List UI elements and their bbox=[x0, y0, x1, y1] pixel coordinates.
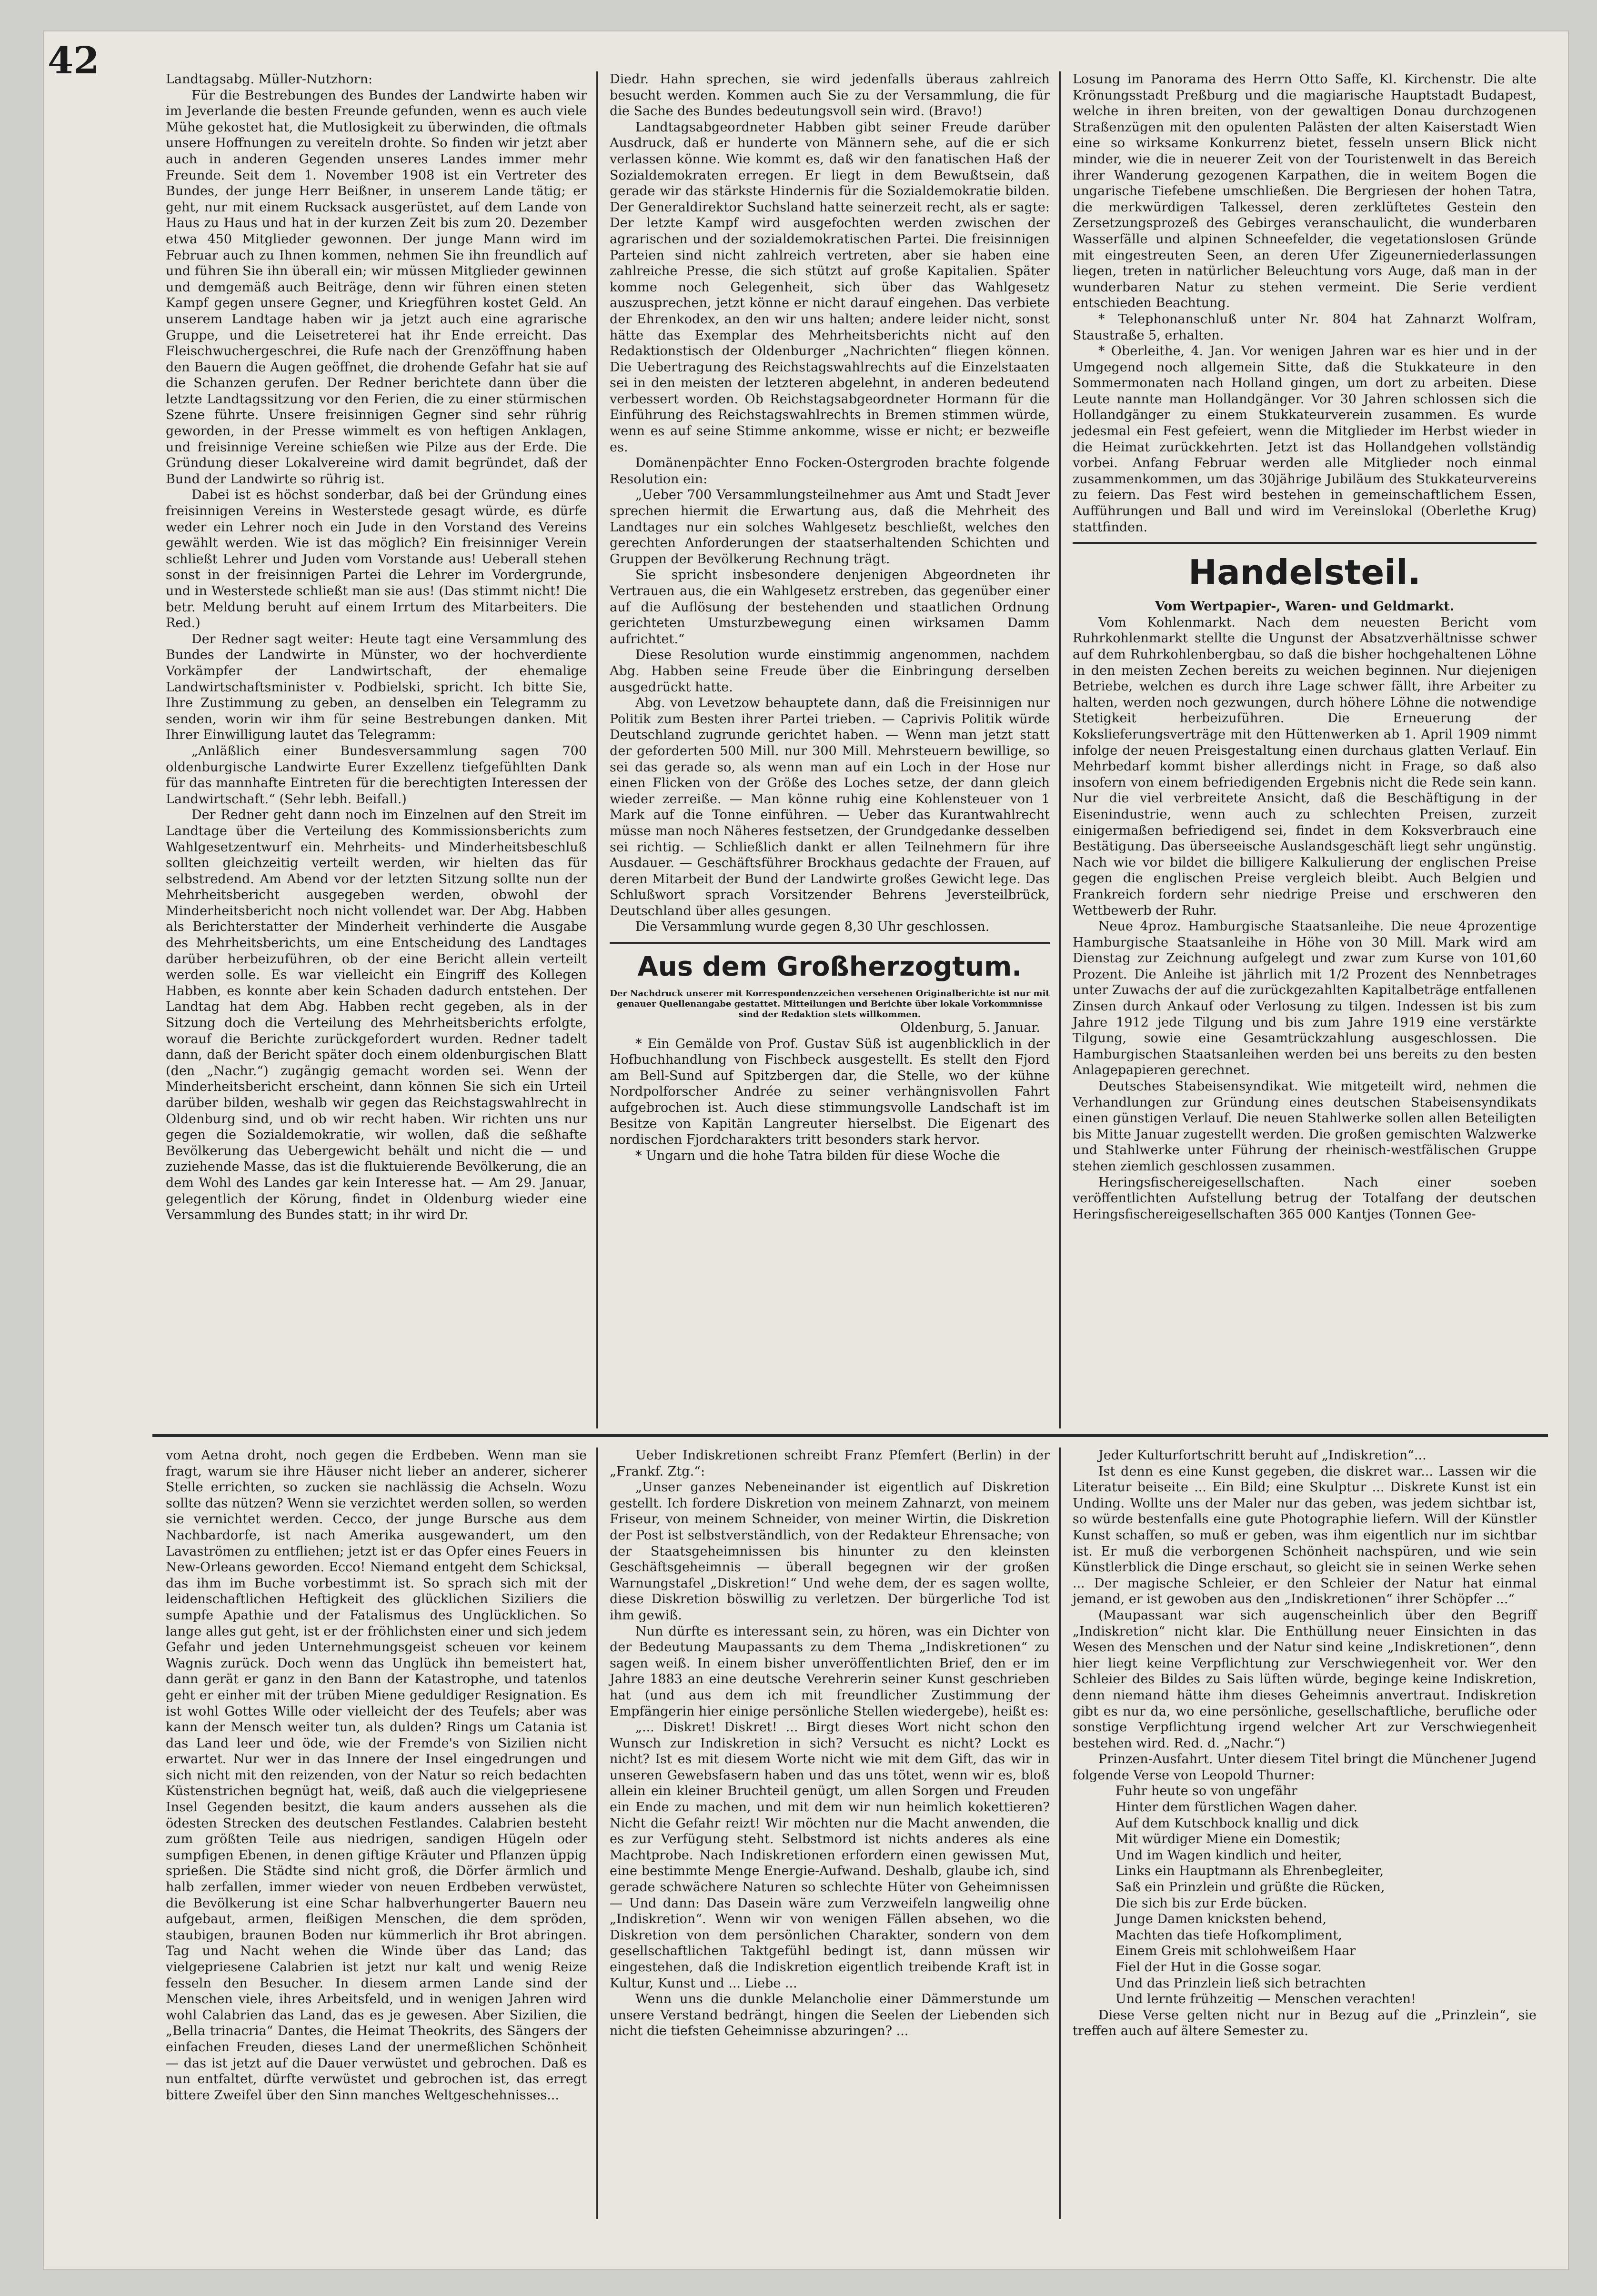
feuilleton-column-2 bbox=[601, 1447, 1058, 2219]
col2-paragraph: Diese Resolution wurde einstimmig angenommen, nachdem Abg. Habben seine Freude über die Einbringung derselben ausgedrückt hatte. bbox=[610, 648, 1050, 695]
col1-paragraph: Der Redner sagt weiter: Heute tagt eine Versammlung des Bundes der Landwirte in Münster, wo der hochverdiente Vorkämpfer der Landwirtschaft, der ehemalige Landwirtschaftsminister v. Podbielski, spricht. Ich bitte Sie, Ihre Zustimmung zu geben, an denselben ein Telegramm zu senden, worin wir ihm für seine Bestrebungen danken. Mit Ihrer Einwilligung lautet das Telegramm: bbox=[166, 631, 587, 743]
section-title-handelsteil: Handelsteil. bbox=[1188, 552, 1421, 593]
poem-line: Links ein Hauptmann als Ehrenbegleiter, bbox=[1115, 1864, 1384, 1879]
feuilleton-text: Nun dürfte es interessant sein, zu hören, was ein Dichter von der Bedeutung Maupassants zu dem Thema „Indiskretionen“ zu sagen weiß. In einem bisher unveröffentlichten Brief, den er im Jahre 1883 an eine deutsche Verehrerin seiner Kunst geschrieben hat (und aus dem ich mit freundlicher Zustimmung der Empfängerin hier einige persönliche Stellen wiedergebe), heißt es: bbox=[610, 1624, 1050, 1719]
feuilleton-divider bbox=[152, 1434, 1548, 1437]
market-report: Vom Kohlenmarkt. Nach dem neuesten Bericht vom Ruhrkohlenmarkt stellte die Ungunst der Absatzverhältnisse schwer auf dem Ruhrkohlenbergbau, so daß die bisher hochgehaltenen Löhne in den meisten Zechen bereits zu weichen beginnen. Nur diejenigen Betriebe, welchen es durch ihre Lage schwer fällt, ihre Arbeiter zu halten, werden noch gezwungen, durch höhere Löhne die notwendige Stetigkeit herbeizuführen. Die Erneuerung der Kokslieferungsverträge mit den Hüttenwerken ab 1. April 1909 nimmt infolge der neuen Preisgestaltung einen durchaus glatten Verlauf. Ein Mehrbedarf kommt bisher allerdings nicht in Frage, so daß also insofern von einem befriedigenden Ergebnis nicht die Rede sein kann. Nur die viel verbreitete Ansicht, daß die Beschäftigung in der Eisenindustrie, wenn auch zu schlechten Preisen, zurzeit einigermaßen befriedigend sei, findet in dem Koksverbrauch eine Bestätigung. Das überseeische Auslandsgeschäft liegt sehr ungünstig. Nach wie vor bildet die billigere Kalkulierung der englischen Preise gegen die englischen Preise vergleich bleibt. Auch Belgien und Frankreich fordern sehr niedrige Preise und erschweren den Wettbewerb der Ruhr. bbox=[1073, 615, 1537, 918]
poem-line: Einem Greis mit schlohweißem Haar bbox=[1115, 1944, 1356, 1959]
resolution-text: „Ueber 700 Versammlungsteilnehmer aus Amt und Stadt Jever sprechen hiermit die Erwartung aus, daß die Mehrheit des Landtages nur ein solches Wahlgesetz beschließt, welches den gerechten Anforderungen der staatserhaltenden Schichten und Gruppen der Bevölkerung Rechnung trägt. bbox=[610, 488, 1050, 567]
resolution-text: Sie spricht insbesondere denjenigen Abgeordneten ihr Vertrauen aus, die ein Wahlgesetz erstreben, das gegenüber einer auf die Auflösung der bestehenden und staatlichen Ordnung gerichteten Umsturzbewegung einen wirksamen Damm aufrichtet.“ bbox=[610, 568, 1050, 647]
col2-paragraph: Domänenpächter Enno Focken-Ostergroden brachte folgende Resolution ein: bbox=[610, 456, 1050, 487]
col3-paragraph: Losung im Panorama des Herrn Otto Saffe, Kl. Kirchenstr. Die alte Krönungsstadt Preßburg und die magiarische Hauptstadt Budapest, welche in ihren breiten, von der gewaltigen Donau durchzogenen Straßenzügen mit den opulenten Palästen der alten Kaiserstadt Wien eine so wirksame Konkurrenz bietet, fesseln unsern Blick nicht minder, wie die in neuerer Zeit von der Touristenwelt in das Bereich ihrer Wanderung gezogenen Karpathen, die in weitem Bogen die ungarische Tiefebene umschließen. Die Bergriesen der hohen Tatra, die merkwürdigen Talkessel, deren zerklüftetes Gestein den Zersetzungsprozeß des Gebirges veranschaulicht, die wunderbaren Wasserfälle und alpinen Schneefelder, die vegetationslosen Gründe mit eingestreuten Seen, an deren Ufer Zigeunerniederlassungen liegen, treten in natürlicher Beleuchtung vors Auge, daß man in der wunderbaren Natur zu stehen vermeint. Die Serie verdient entschieden Beachtung. bbox=[1073, 72, 1537, 311]
col1-heading: Landtagsabg. Müller-Nutzhorn: bbox=[166, 72, 373, 87]
poem-line: Mit würdiger Miene ein Domestik; bbox=[1115, 1832, 1341, 1847]
local-news-item: * Ungarn und die hohe Tatra bilden für diese Woche die bbox=[635, 1148, 1000, 1163]
col2-paragraph: Abg. von Levetzow behauptete dann, daß die Freisinnigen nur Politik zum Besten ihrer Partei trieben. — Caprivis Politik würde Deutschland zugrunde gerichtet haben. — Wenn man jetzt statt der geforderten 500 Mill. nur 300 Mill. Mehrsteuern bewillige, so sei das gerade so, als wenn man auf ein Loch in der Hose nur einen Flicken von der Größe des Loches setze, der dann gleich wieder zerreiße. — Man könne ruhig eine Kohlensteuer von 1 Mark auf die Tonne einführen. — Ueber das Kurantwahlrecht müsse man noch Näheres festsetzen, der Grundgedanke desselben sei richtig. — Schließlich dankt er allen Teilnehmern für ihre Ausdauer. — Geschäftsführer Brockhaus gedachte der Frauen, auf deren Mitarbeit der Bund der Landwirte großes Gewicht lege. Das Schlußwort sprach Vorsitzender Behrens Jeversteilbrück, Deutschland über alles gesungen. bbox=[610, 696, 1050, 918]
market-report: Deutsches Stabeisensyndikat. Wie mitgeteilt wird, nehmen die Verhandlungen zur Gründung eines deutschen Stabeisensyndikats einen günstigen Verlauf. Die neuen Stahlwerke sollen allen Beteiligten bis Mitte Januar zugestellt werden. Die großen gemischten Walzwerke und Stahlwerke unter Führung der rheinisch-westfälischen Gruppe stehen ziemlich geschlossen zusammen. bbox=[1073, 1079, 1537, 1174]
feuilleton-text: Prinzen-Ausfahrt. Unter diesem Titel bringt die Münchener Jugend folgende Verse von Leopold Thurner: bbox=[1073, 1752, 1537, 1783]
feuilleton-column-1 bbox=[157, 1447, 595, 2219]
column-divider bbox=[1059, 71, 1061, 1428]
poem-line: Die sich bis zur Erde bücken. bbox=[1115, 1896, 1307, 1911]
column-3 bbox=[1064, 71, 1545, 1424]
feuilleton-text: „... Diskret! Diskret! ... Birgt dieses Wort nicht schon den Wunsch zur Indiskretion in sich? Versucht es nicht? Lockt es nicht? Ist es mit diesem Worte nicht wie mit dem Gift, das wir in unseren Gewebsfasern haben und das uns tötet, wenn wir es, bloß allein ein kleiner Bruchteil genügt, um allen Sorgen und Freuden ein Ende zu machen, und mit dem wir nun heimlich kokettieren? Nicht die Gefahr reizt! Wir möchten nur die Macht anwenden, die es zur Verfügung steht. Selbstmord ist nichts anderes als eine Machtprobe. Nach Indiskretionen erfordern einen gewissen Mut, eine bestimmte Menge Energie-Aufwand. Deshalb, glaube ich, sind gerade schwächere Naturen so schlechte Hüter von Geheimnissen — Und dann: Das Dasein wäre zum Verzweifeln langweilig ohne „Indiskretion“. Wenn wir von wenigen Fällen absehen, wo die Diskretion von dem persönlichen Charakter, sondern von dem gesellschaftlichen Taktgefühl bedingt ist, dann müssen wir eingestehen, daß die Indiskretion eigentlich treibende Kraft ist in Kultur, Kunst und ... Liebe ... bbox=[610, 1720, 1050, 1991]
feuilleton-text: Ueber Indiskretionen schreibt Franz Pfemfert (Berlin) in der „Frankf. Ztg.“: bbox=[610, 1448, 1050, 1479]
dateline: Oldenburg, 5. Januar. bbox=[900, 1020, 1040, 1036]
feuilleton-text: (Maupassant war sich augenscheinlich über den Begriff „Indiskretion“ nicht klar. Die Enthüllung neuer Einsichten in das Wesen des Menschen und der Natur sind keine „Indiskretionen“, denn hier liegt keine Verpflichtung zur Verschwiegenheit vor. Wer den Schleier des Bildes zu Sais lüften würde, beginge keine Indiskretion, denn niemand hätte ihm dieses Geheimnis anvertraut. Indiskretion gibt es nur da, wo eine persönliche, gesellschaftliche, berufliche oder sonstige Verpflichtung irgend welcher Art zur Verschwiegenheit bestehen wird. Red. d. „Nachr.“) bbox=[1073, 1607, 1537, 1751]
feuilleton-text: Ist denn es eine Kunst gegeben, die diskret war... Lassen wir die Literatur beiseite ... Ein Bild; eine Skulptur ... Diskrete Kunst ist ein Unding. Wollte uns der Maler nur das geben, was jedem sichtbar ist, so würde bestenfalls eine gute Photographie liefern. Will der Künstler Kunst schaffen, so muß er geben, was ihm eigentlich nur im sichtbar ist. Er muß die verborgenen Schönheit nachspüren, und wie sein Künstlerblick die Dinge erschaut, so gleicht sie in seinen Werke sehen ... Der magische Schleier, er den Schleier der Natur hat einmal jemand, er ist gewoben aus den „Indiskretionen“ ihrer Schöpfer ...“ bbox=[1073, 1464, 1537, 1607]
market-report: Neue 4proz. Hamburgische Staatsanleihe. Die neue 4prozentige Hamburgische Staatsanleihe in Höhe von 30 Mill. Mark wird am Dienstag zur Zeichnung aufgelegt und zwar zum Kurse von 101,60 Prozent. Die Anleihe ist jährlich mit 1/2 Prozent des Nennbetrages unter Zuwachs der auf die zurückgezahlten Kapitalbeträge entfallenen Zinsen durch Ankauf oder Verlosung zu tilgen. Indessen ist bis zum Jahre 1912 jede Tilgung und bis zum Jahre 1919 eine verstärkte Tilgung, sowie eine Gesamtrückzahlung ausgeschlossen. Die Hamburgischen Staatsanleihen werden bei uns bereits zu den besten Anlagepapieren gerechnet. bbox=[1073, 919, 1537, 1078]
poem-line: Fuhr heute so von ungefähr bbox=[1115, 1784, 1297, 1799]
col2-paragraph: Landtagsabgeordneter Habben gibt seiner Freude darüber Ausdruck, daß er hunderte von Männern sehe, auf die er sich verlassen könne. Wie kommt es, daß wir den fanatischen Haß der Sozialdemokraten erregen. Er liegt in dem Bewußtsein, daß gerade wir das stärkste Hindernis für die Sozialdemokratie bilden. Der Generaldirektor Suchsland hatte seinerzeit recht, als er sagte: Der letzte Kampf wird ausgefochten werden zwischen der agrarischen und der sozialdemokratischen Partei. Die freisinnigen Parteien sind nicht zahlreich vertreten, aber sie haben eine zahlreiche Presse, die sich stützt auf große Kapitalien. Später komme noch Gelegenheit, sich über das Wahlgesetz auszusprechen, jetzt könne er nicht darauf eingehen. Das verbiete der Ehrenkodex, an den wir uns halten; andere leider nicht, sonst hätte das Exemplar des Mehrheitsberichts nicht auf den Redaktionstisch der Oldenburger „Nachrichten“ fliegen können. Die Uebertragung des Reichstagswahlrechts auf die Einzelstaaten sei in den meisten der letzteren abgelehnt, in anderen bedeutend verbessert worden. Ob Reichstagsabgeordneter Hormann für die Einführung des Reichstagswahlrechts in Bremen stimmen würde, wenn es auf seine Stimme ankomme, wisse er nicht; er bezweifle es. bbox=[610, 120, 1050, 455]
feuilleton-text: „Unser ganzes Nebeneinander ist eigentlich auf Diskretion gestellt. Ich fordere Diskretion von meinem Zahnarzt, von meinem Friseur, von meinem Schneider, von meiner Wirtin, die Diskretion der Post ist selbstverständlich, von der Redakteur Ehrensache; von der Staatsgeheimnissen bis hinunter zu den kleinsten Geschäftsgeheimnis — überall begegnen wir der großen Warnungstafel „Diskretion!“ Und wehe dem, der es sagen wollte, diese Diskretion böswillig zu verletzen. Der bürgerliche Tod ist ihm gewiß. bbox=[610, 1480, 1050, 1623]
poem-line: Machten das tiefe Hofkompliment, bbox=[1115, 1927, 1342, 1943]
poem-line: Und im Wagen kindlich und heiter, bbox=[1115, 1847, 1342, 1863]
feuilleton-column-3 bbox=[1064, 1447, 1545, 2219]
handelsteil-subtitle: Vom Wertpapier-, Waren- und Geldmarkt. bbox=[1155, 599, 1455, 614]
poem-line: Und lernte frühzeitig — Menschen verachten! bbox=[1115, 1992, 1416, 2007]
column-1 bbox=[157, 71, 595, 1424]
poem-note: Diese Verse gelten nicht nur in Bezug auf die „Prinzlein“, sie treffen auch auf ältere Semester zu. bbox=[1073, 2007, 1537, 2039]
section-rule bbox=[610, 942, 1050, 944]
column-divider bbox=[1059, 1447, 1061, 2219]
poem-line: Junge Damen knicksten behend, bbox=[1115, 1912, 1327, 1927]
local-news-item: * Ein Gemälde von Prof. Gustav Süß ist augenblicklich in der Hofbuchhandlung von Fischbeck ausgestellt. Es stellt den Fjord am Bell-Sund auf Spitzbergen dar, die Stelle, wo der kühne Nordpolforscher Andrée zu seiner verhängnisvollen Fahrt aufgebrochen ist. Auch diese stimmungsvolle Landschaft ist im Besitze von Kapitän Langreuter hierselbst. Die Eigenart des nordischen Fjordcharakters tritt besonders stark hervor. bbox=[610, 1036, 1050, 1148]
section-title-grossherzogtum: Aus dem Großherzogtum. bbox=[637, 951, 1022, 983]
col3-paragraph: * Telephonanschluß unter Nr. 804 hat Zahnarzt Wolfram, Staustraße 5, erhalten. bbox=[1073, 311, 1537, 343]
col1-paragraph: Dabei ist es höchst sonderbar, daß bei der Gründung eines freisinnigen Vereins in Westerstede gesagt würde, es dürfe weder ein Lehrer noch ein Jude in den Vorstand des Vereins gewählt werden. Wie ist das möglich? Ein freisinniger Verein schließt Lehrer und Juden vom Vorstande aus! Ueberall stehen sonst in der freisinnigen Partei die Lehrer im Vordergrunde, und in Westerstede schließt man sie aus! (Das stimmt nicht! Die betr. Meldung beruht auf einem Irrtum des Mitarbeiters. Die Red.) bbox=[166, 488, 587, 631]
col1-paragraph: Für die Bestrebungen des Bundes der Landwirte haben wir im Jeverlande die besten Freunde gefunden, wenn es auch viele Mühe gekostet hat, die Mutlosigkeit zu überwinden, die oftmals unsere Hoffnungen zu vereiteln drohte. So finden wir jetzt aber auch in anderen Gegenden unseres Landes immer mehr Freunde. Seit dem 1. November 1908 ist ein Vertreter des Bundes, der junge Herr Beißner, in unserem Lande tätig; er geht, nur mit einem Rucksack ausgerüstet, auf dem Lande von Haus zu Haus und hat in der kurzen Zeit bis zum 20. Dezember etwa 450 Mitglieder gewonnen. Der junge Mann wird im Februar auch zu Ihnen kommen, nehmen Sie ihn freundlich auf und führen Sie ihn überall ein; wir müssen Mitglieder gewinnen und demgemäß auch Beiträge, denn wir führen einen steten Kampf gegen unsere Gegner, und Kriegführen kostet Geld. An unserem Landtage haben wir ja jetzt auch eine agrarische Gruppe, und die Leisetreterei hat ihr Ende erreicht. Das Fleischwuchergeschrei, die Rufe nach der Grenzöffnung haben den Bauern die Augen geöffnet, die drohende Gefahr hat sie auf die Schanzen gerufen. Der Redner berichtete dann über die letzte Landtagssitzung vor den Ferien, die zu einer stürmischen Szene führte. Unsere freisinnigen Gegner sind sehr rührig geworden, in der Presse wimmelt es von heftigen Anklagen, und freisinnige Vereine schießen wie Pilze aus der Erde. Die Gründung dieser Lokalvereine wird damit begründet, daß der Bund der Landwirte so rührig ist. bbox=[166, 88, 587, 487]
col2-paragraph: Die Versammlung wurde gegen 8,30 Uhr geschlossen. bbox=[635, 919, 990, 935]
poem-line: Hinter dem fürstlichen Wagen daher. bbox=[1115, 1800, 1358, 1815]
market-report: Heringsfischereigesellschaften. Nach einer soeben veröffentlichten Aufstellung betrug der Totalfang der deutschen Heringsfischereigesellschaften 365 000 Kantjes (Tonnen Gee- bbox=[1073, 1175, 1537, 1222]
feuilleton-text: Wenn uns die dunkle Melancholie einer Dämmerstunde um unsere Verstand bedrängt, hingen die Seelen der Liebenden sich nicht die tiefsten Geheimnisse abzuringen? ... bbox=[610, 1992, 1050, 2039]
feuilleton-text: vom Aetna droht, noch gegen die Erdbeben. Wenn man sie fragt, warum sie ihre Häuser nicht lieber an anderer, sicherer Stelle errichten, so zucken sie nachlässig die Achseln. Wozu sollte das nützen? Wenn sie verzichtet werden sollen, so werden sie vernichtet werden. Cecco, der junge Bursche aus dem Nachbardorfe, ist nach Amerika ausgewandert, um den Lavaströmen zu entfliehen; jetzt ist er das Opfer eines Feuers in New-Orleans geworden. Ecco! Niemand entgeht dem Schicksal, das ihm im Buche vorbestimmt ist. So sprach sich mit der leidenschaftlichen Heftigkeit des glücklichen Siziliers die sumpfe Apathie und der Fatalismus des Unglücklichen. So lange alles gut geht, ist er der fröhlichsten einer und sich jedem Gefahr und jeden Unternehmungsgeist scheuen vor keinem Wagnis zurück. Doch wenn das Unglück ihn bemeistert hat, dann gerät er ganz in den Bann der Katastrophe, und tatenlos geht er einher mit der trüben Miene geduldiger Resignation. Es ist wohl Gottes Wille oder vielleicht der des Teufels; aber was kann der Mensch weiter tun, als dulden? Rings um Catania ist das Land leer und öde, wie der Fremde's von Sizilien nicht erwartet. Nur wer in das Innere der Insel eingedrungen und sich nicht mit den reizenden, von der Natur so reich bedachten Küstenstrichen begnügt hat, weiß, daß auch die vielgepriesene Insel Gegenden besitzt, die kaum anders aussehen als die ödesten Strecken des deutschen Festlandes. Calabrien besteht zum größten Teile aus niedrigen, sandigen Hügeln oder sumpfigen Ebenen, in denen giftige Kräuter und Pflanzen üppig sprießen. Die Städte sind nicht groß, die Dörfer ärmlich und halb zerfallen, immer wieder von neuen Erdbeben verwüstet, die Bevölkerung ist eine Schar halbverhungerter Bauern neu aufgebaut, armen, fleißigen Menschen, die dem spröden, staubigen, braunen Boden nur kümmerlich ihr Brot abringen. Tag und Nacht wehen die Winde über das Land; das vielgepriesene Calabrien ist jetzt nur kalt und wenig Reize fesseln den Besucher. In diesem armen Lande sind der Menschen viele, ihres Arbeitsfeld, und in wenigen Jahren wird wohl Calabrien das Land, das es je gewesen. Aber Sizilien, die „Bella trinacria“ Dantes, die Heimat Theokrits, des Sängers der einfachen Freuden, dieses Land der unermeßlichen Schönheit — das ist jetzt auf die Dauer verwüstet und gebrochen. Daß es nun entfaltet, dürfte verwüstet und gebrochen ist, das erregt bittere Zweifel über den Sinn manches Weltgeschehnisses... bbox=[166, 1448, 587, 2103]
feuilleton-text: Jeder Kulturfortschritt beruht auf „Indiskretion“... bbox=[1098, 1448, 1426, 1463]
col3-paragraph: * Oberleithe, 4. Jan. Vor wenigen Jahren war es hier und in der Umgegend noch allgemein Sitte, daß die Stukkateure in den Sommermonaten nach Holland gingen, um dort zu arbeiten. Diese Leute nannte man Hollandgänger. Vor 30 Jahren schlossen sich die Hollandgänger zu einem Stukkateurverein zusammen. Es wurde jedesmal ein Fest gefeiert, wenn die Mitglieder im Herbst wieder in die Heimat zurückkehrten. Jetzt ist das Hollandgehen vollständig vorbei. Anfang Februar werden alle Mitglieder noch einmal zusammenkommen, um das 30jährige Jubiläum des Stukkateurvereins zu feiern. Das Fest wird bestehen in gemeinschaftlichem Essen, Aufführungen und Ball und wird im Vereinslokal (Oberlethe Krug) stattfinden. bbox=[1073, 344, 1537, 535]
poem-line: Und das Prinzlein ließ sich betrachten bbox=[1115, 1976, 1366, 1991]
col2-paragraph: Diedr. Hahn sprechen, sie wird jedenfalls überaus zahlreich besucht werden. Kommen auch Sie zu der Versammlung, die für die Sache des Bundes bedeutungsvoll sein wird. (Bravo!) bbox=[610, 72, 1050, 119]
reprint-note: Der Nachdruck unserer mit Korrespondenzzeichen versehenen Originalberichte ist nur mit genauer Quellenangabe gestattet. Mitteilungen und Berichte über lokale Vorkommnisse sind der Redaktion stets willkommen. bbox=[610, 988, 1050, 1020]
page-number: 42 bbox=[48, 39, 100, 82]
column-divider bbox=[596, 1447, 598, 2219]
poem-line: Saß ein Prinzlein und grüßte die Rücken, bbox=[1115, 1880, 1385, 1895]
col1-paragraph: „Anläßlich einer Bundesversammlung sagen 700 oldenburgische Landwirte Eurer Exzellenz tiefgefühlten Dank für das mannhafte Eintreten für die berechtigten Interessen der Landwirtschaft.“ (Sehr lebh. Beifall.) bbox=[166, 743, 587, 807]
column-divider bbox=[596, 71, 598, 1428]
section-rule bbox=[1073, 542, 1537, 544]
col1-paragraph: Der Redner geht dann noch im Einzelnen auf den Streit im Landtage über die Verteilung des Kommissionsberichts zum Wahlgesetzentwurf ein. Mehrheits- und Minderheitsbeschluß sollten gleichzeitig verteilt werden, wir hielten das für selbstredend. Am Abend vor der letzten Sitzung sollte nun der Mehrheitsbericht ausgegeben werden, obwohl der Minderheitsbericht noch nicht vollendet war. Der Abg. Habben als Berichterstatter der Minderheit verhinderte die Ausgabe des Mehrheitsberichts, um eine Entscheidung des Landtages darüber herbeizuführen, ob der eine Bericht allein verteilt werden solle. Es war vielleicht ein Eingriff des Kollegen Habben, es konnte aber kein Schaden dadurch entstehen. Der Landtag hat dem Abg. Habben recht gegeben, als in der Sitzung doch die Verteilung des Mehrheitsberichts erfolgte, worauf die Berichte zurückgefordert wurden. Redner tadelt dann, daß der Bericht später doch einem oldenburgischen Blatt (den „Nachr.“) zugängig gemacht worden sei. Wenn der Minderheitsbericht erscheint, dann können Sie sich ein Urteil darüber bilden, weshalb wir gegen das Reichstagswahlrecht in Oldenburg sind, und ob wir recht haben. Wir richten uns nur gegen die Sozialdemokratie, wir wollen, daß die seßhafte Bevölkerung das Uebergewicht behält und nicht die — und zuziehende Masse, das ist die fluktuierende Bevölkerung, die an dem Wohl des Landes gar kein Interesse hat. — Am 29. Januar, gelegentlich der Körung, findet in Oldenburg wieder eine Versammlung des Bundes statt; in ihr wird Dr. bbox=[166, 808, 587, 1223]
poem-line: Fiel der Hut in die Gosse sogar. bbox=[1115, 1960, 1322, 1975]
column-2 bbox=[601, 71, 1058, 1424]
poem-line: Auf dem Kutschbock knallig und dick bbox=[1115, 1816, 1359, 1831]
